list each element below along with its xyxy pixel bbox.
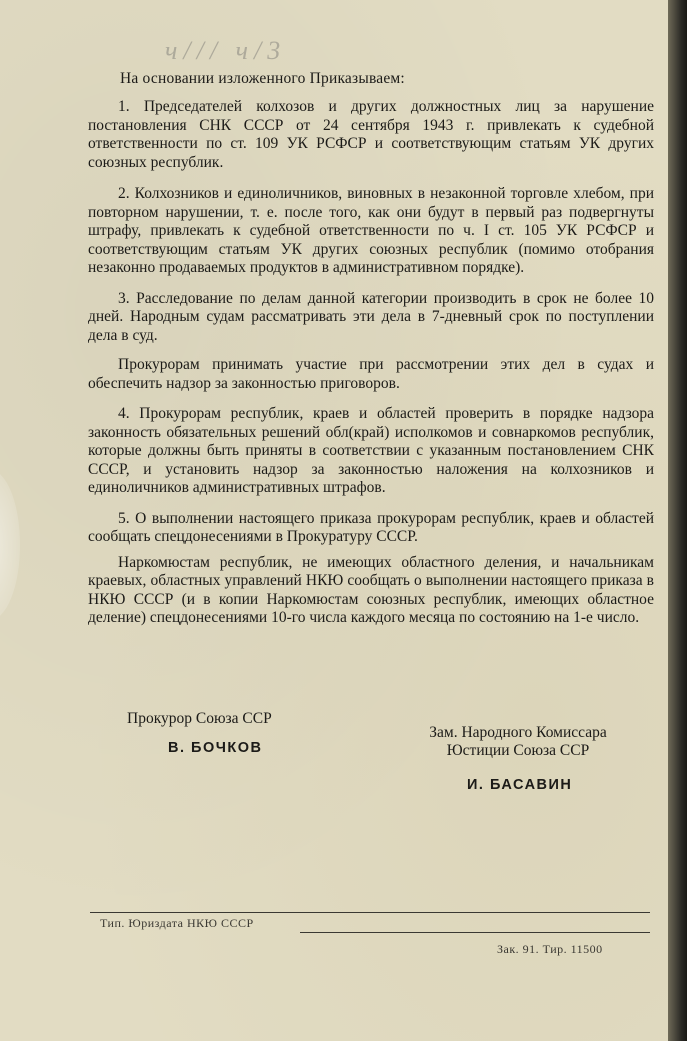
imprint-rule-bottom xyxy=(300,932,650,933)
signature-right-title xyxy=(398,724,638,760)
signature-left-title: Прокурор Союза ССР xyxy=(127,710,272,727)
imprint-rule-top xyxy=(90,912,650,913)
paragraph-3-prosecutors: Прокурорам принимать участие при рассмотрении этих дел в судах и обеспечить надзор за законностью приговоров. xyxy=(88,356,654,392)
signature-left-name: В. БОЧКОВ xyxy=(168,740,263,756)
handwritten-mark: ч/// ч/3 xyxy=(165,36,287,65)
paragraph-1: 1. Председателей колхозов и других должностных лиц за нарушение постановления СНК СССР от 24 сентября 1943 г. привлекать к судебной ответственности по ст. 109 УК РСФСР и соответствующим статьям УК других союзных республик. xyxy=(88,98,654,171)
paragraph-5-narkomjust: Наркомюстам республик, не имеющих областного деления, и начальникам краевых, областных управлений НКЮ сообщать о выполнении настоящего приказа в НКЮ СССР (и в копии Наркомюстам союзных республик, имеющих областное деление) спецдонесениями 10-го числа каждого месяца по состоянию на 1-е число. xyxy=(88,553,654,626)
signature-right-title-line2: Юстиции Союза ССР xyxy=(446,742,590,759)
paragraph-5: 5. О выполнении настоящего приказа прокурорам республик, краев и областей сообщать спецдонесениями в Прокуратуру СССР. xyxy=(88,509,654,545)
signature-right-title-line1: Зам. Народного Комиссара xyxy=(429,724,607,741)
page-edge-shadow xyxy=(668,0,687,1041)
paragraph-3: 3. Расследование по делам данной категории производить в срок не более 10 дней. Народным судам рассматривать эти дела в 7-дневный срок по поступлении дела в суд. xyxy=(88,289,654,344)
signature-right-name: И. БАСАВИН xyxy=(467,777,573,793)
paragraph-2: 2. Колхозников и единоличников, виновных в незаконной торговле хлебом, при повторном нарушении, т. е. после того, как они будут в первый раз подвергнуты штрафу, привлекать к судебной ответственности по ч. I ст. 105 УК РСФСР и соответствующим статьям УК других союзных республик (помимо отобрания незаконно продаваемых продуктов в административном порядке). xyxy=(88,185,654,276)
order-body xyxy=(88,96,654,628)
paragraph-4: 4. Прокурорам республик, краев и областей проверить в порядке надзора законность обязательных решений обл(край) исполкомов и совнаркомов республик, которые должны быть приняты в соответствии с указанным постановлением СНК СССР, и установить надзор за законностью наложения на колхозников и единоличников административных штрафов. xyxy=(88,405,654,496)
printer-imprint: Тип. Юриздата НКЮ СССР xyxy=(100,916,254,930)
binding-highlight xyxy=(0,470,20,620)
intro-line: На основании изложенного Приказываем: xyxy=(120,70,405,87)
print-run-imprint: Зак. 91. Тир. 11500 xyxy=(497,942,603,956)
